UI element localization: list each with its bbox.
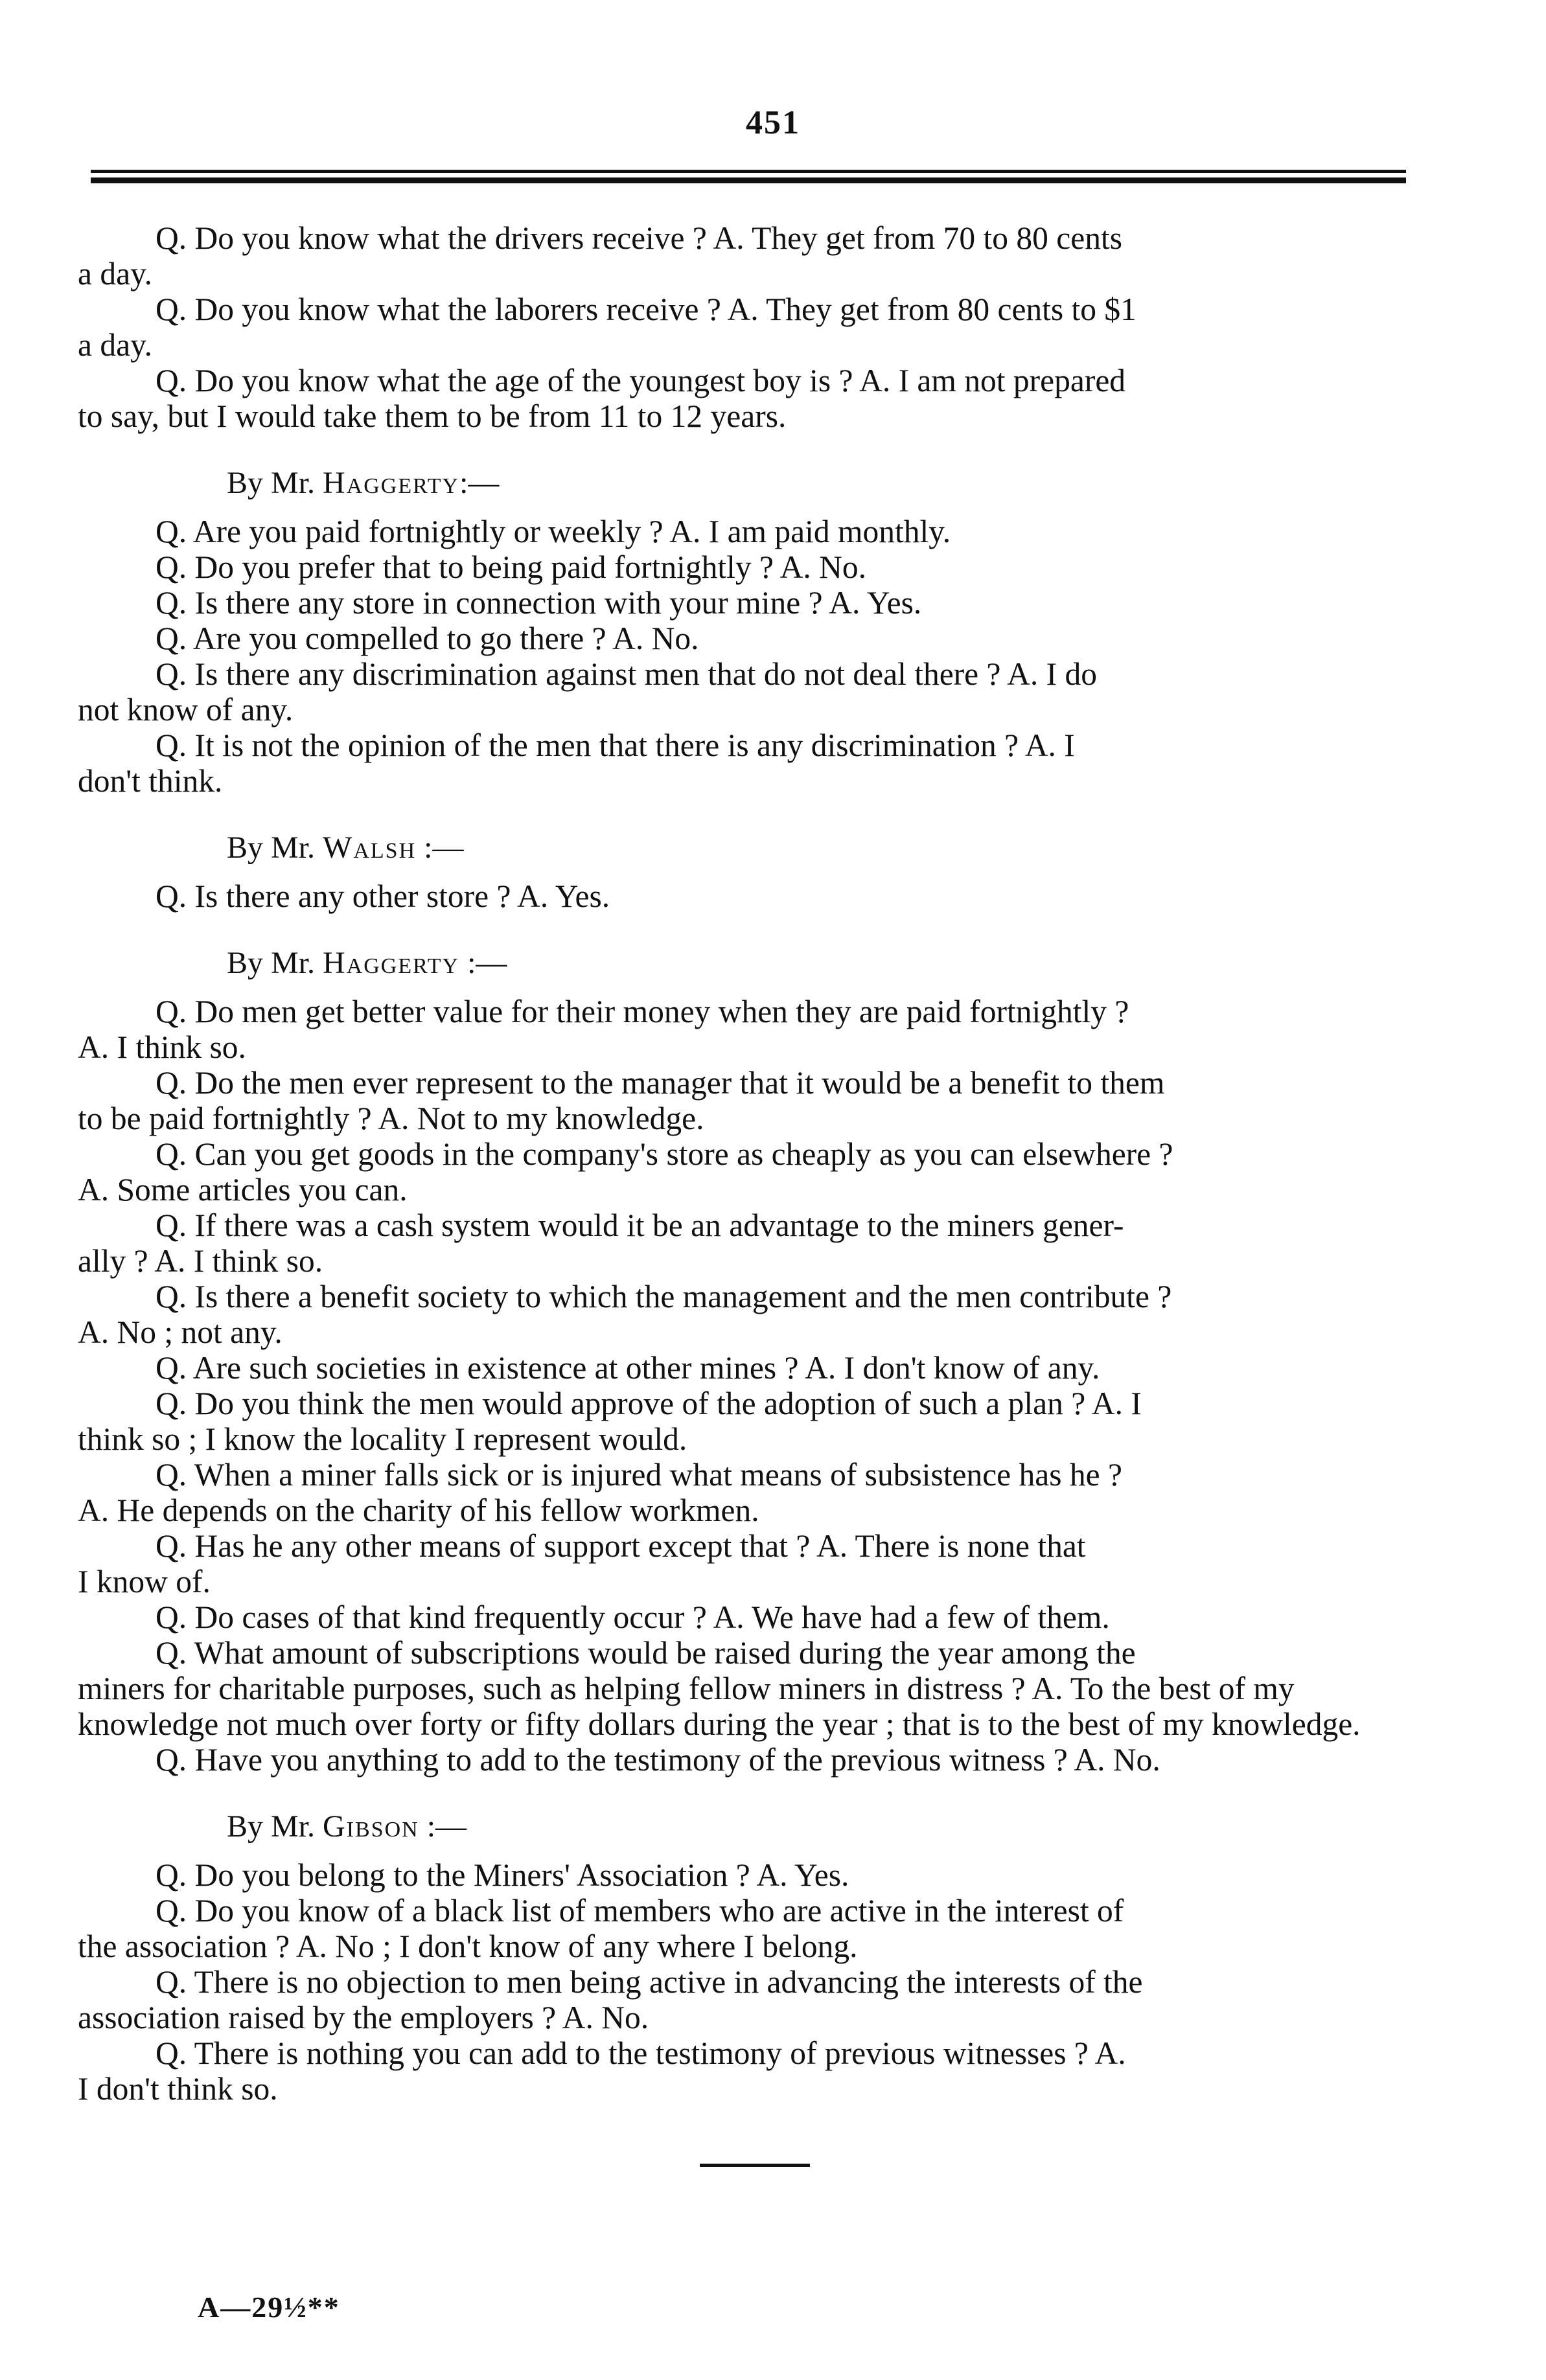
qa-continuation: to be paid fortnightly ? A. Not to my knowledge. [78, 1101, 704, 1136]
qa-entry [78, 1207, 1374, 1279]
qa-entry [78, 1635, 1374, 1742]
qa-entry [78, 994, 1374, 1065]
speaker-prefix: By Mr. [227, 946, 323, 980]
speaker-heading [227, 945, 1374, 981]
qa-first-line: Q. Is there any discrimination against men that do not deal there ? A. I do [156, 656, 1097, 692]
speaker-name: Haggerty [323, 946, 460, 980]
qa-entry [78, 220, 1374, 292]
qa-entry [156, 1857, 1374, 1893]
speaker-prefix: By Mr. [227, 466, 323, 500]
qa-first-line: Q. Is there any other store ? A. Yes. [156, 878, 610, 914]
qa-continuation: A. He depends on the charity of his fellow workmen. [78, 1493, 759, 1528]
qa-first-line: Q. Do you prefer that to being paid fortnightly ? A. No. [156, 549, 867, 585]
qa-continuation: a day. [78, 256, 152, 292]
speaker-name: Haggerty [323, 466, 460, 500]
qa-first-line: Q. Do you belong to the Miners' Association ? A. Yes. [156, 1857, 849, 1893]
page-number: 451 [746, 104, 800, 141]
qa-first-line: Q. Do you know what the drivers receive ? A. They get from 70 to 80 cents [156, 220, 1122, 256]
qa-first-line: Q. Is there a benefit society to which the management and the men contribute ? [156, 1279, 1172, 1314]
qa-continuation: ally ? A. I think so. [78, 1243, 323, 1279]
speaker-suffix: :— [459, 466, 500, 500]
qa-first-line: Q. It is not the opinion of the men that there is any discrimination ? A. I [156, 727, 1075, 763]
header-rule-thick [91, 177, 1406, 183]
qa-continuation: A. No ; not any. [78, 1314, 283, 1350]
qa-continuation: miners for charitable purposes, such as helping fellow miners in distress ? A. To the best of my knowledge not much over forty or fifty dollars during the year ; that is to the best of my knowledge. [78, 1671, 1361, 1742]
qa-entry [78, 1528, 1374, 1599]
qa-entry [156, 621, 1374, 656]
qa-first-line: Q. Do the men ever represent to the manager that it would be a benefit to them [156, 1065, 1165, 1101]
qa-first-line: Q. Can you get goods in the company's store as cheaply as you can elsewhere ? [156, 1136, 1173, 1172]
qa-first-line: Q. Are such societies in existence at other mines ? A. I don't know of any. [156, 1350, 1100, 1386]
signature-mark: A—29½** [198, 2291, 340, 2324]
qa-entry [78, 1386, 1374, 1457]
qa-first-line: Q. What amount of subscriptions would be raised during the year among the [156, 1635, 1136, 1671]
qa-first-line: Q. Has he any other means of support except that ? A. There is none that [156, 1528, 1086, 1564]
speaker-prefix: By Mr. [227, 830, 323, 865]
header-rule-thin [91, 170, 1406, 173]
speaker-name: Walsh [323, 830, 417, 865]
speaker-prefix: By Mr. [227, 1809, 323, 1844]
qa-first-line: Q. Are you paid fortnightly or weekly ? A. I am paid monthly. [156, 514, 951, 549]
qa-continuation: not know of any. [78, 692, 294, 727]
qa-entry [78, 292, 1374, 363]
qa-first-line: Q. Do you think the men would approve of the adoption of such a plan ? A. I [156, 1386, 1142, 1421]
qa-entry [156, 1350, 1374, 1386]
qa-first-line: Q. When a miner falls sick or is injured what means of subsistence has he ? [156, 1457, 1122, 1493]
qa-entry [156, 549, 1374, 585]
testimony-body [78, 220, 1374, 2107]
qa-entry [156, 1742, 1374, 1778]
qa-entry [78, 1279, 1374, 1350]
qa-entry [156, 878, 1374, 914]
qa-first-line: Q. There is no objection to men being active in advancing the interests of the [156, 1964, 1143, 2000]
qa-first-line: Q. If there was a cash system would it be an advantage to the miners gener- [156, 1207, 1124, 1243]
qa-entry [156, 585, 1374, 621]
qa-continuation: I know of. [78, 1564, 211, 1599]
qa-entry [78, 656, 1374, 727]
qa-continuation: a day. [78, 327, 152, 363]
speaker-suffix: :— [419, 1809, 467, 1844]
qa-entry [78, 727, 1374, 799]
speaker-suffix: :— [459, 946, 507, 980]
qa-first-line: Q. Do you know what the age of the youngest boy is ? A. I am not prepared [156, 363, 1126, 398]
qa-entry [78, 1893, 1374, 1964]
qa-first-line: Q. Are you compelled to go there ? A. No. [156, 621, 699, 656]
speaker-heading [227, 830, 1374, 865]
qa-entry [78, 363, 1374, 434]
qa-continuation: think so ; I know the locality I represent would. [78, 1421, 687, 1457]
qa-first-line: Q. Do you know what the laborers receive ? A. They get from 80 cents to $1 [156, 292, 1136, 327]
qa-first-line: Q. Do you know of a black list of members who are active in the interest of [156, 1893, 1124, 1928]
speaker-suffix: :— [416, 830, 464, 865]
speaker-name: Gibson [323, 1809, 419, 1844]
qa-first-line: Q. Is there any store in connection with your mine ? A. Yes. [156, 585, 922, 621]
qa-first-line: Q. Do cases of that kind frequently occur ? A. We have had a few of them. [156, 1599, 1110, 1635]
section-divider [700, 2164, 810, 2167]
qa-continuation: association raised by the employers ? A. No. [78, 2000, 649, 2035]
speaker-heading [227, 1809, 1374, 1844]
qa-first-line: Q. Have you anything to add to the testimony of the previous witness ? A. No. [156, 1742, 1160, 1778]
qa-continuation: A. Some articles you can. [78, 1172, 408, 1207]
qa-entry [156, 514, 1374, 549]
qa-continuation: to say, but I would take them to be from 11 to 12 years. [78, 398, 787, 434]
qa-continuation: I don't think so. [78, 2071, 278, 2107]
qa-continuation: A. I think so. [78, 1029, 246, 1065]
qa-entry [78, 1136, 1374, 1207]
qa-entry [78, 1964, 1374, 2035]
qa-entry [78, 1457, 1374, 1528]
qa-first-line: Q. There is nothing you can add to the testimony of previous witnesses ? A. [156, 2035, 1126, 2071]
qa-continuation: the association ? A. No ; I don't know of any where I belong. [78, 1928, 858, 1964]
qa-entry [78, 2035, 1374, 2107]
qa-entry [78, 1065, 1374, 1136]
speaker-heading [227, 465, 1374, 501]
qa-first-line: Q. Do men get better value for their money when they are paid fortnightly ? [156, 994, 1129, 1029]
qa-entry [156, 1599, 1374, 1635]
qa-continuation: don't think. [78, 763, 223, 799]
